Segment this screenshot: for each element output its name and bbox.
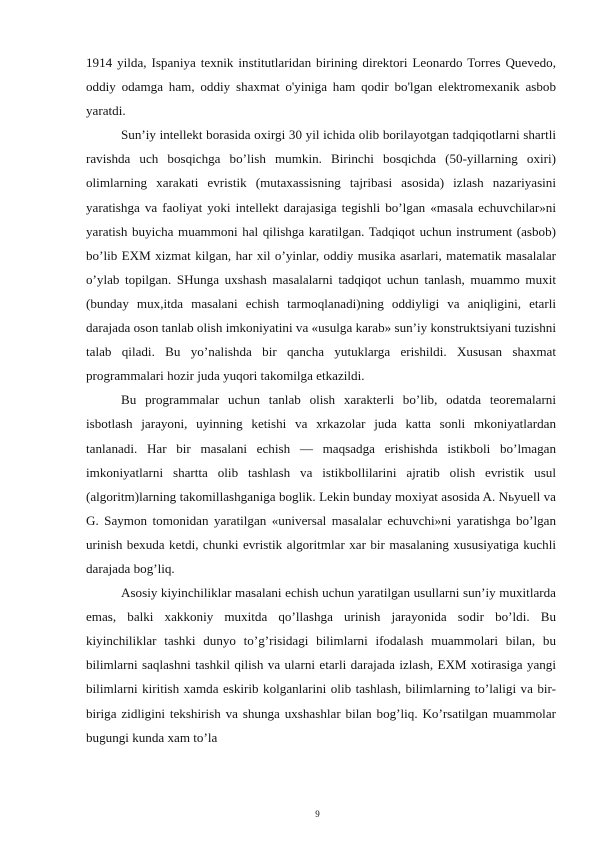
page-number: 9 — [315, 809, 320, 819]
paragraph-2: Sun’iy intellekt borasida oxirgi 30 yil ichida olib borilayotgan tadqiqotlarni shartli ravishda uch bosqichga bo’lish mumkin. Birinchi bosqichda (50-yillarning oxiri) olimlarning xarakati evristik (mutaxassisning tajribasi asosida) izlash nazariyasini yaratishga va faoliyat yoki intellekt darajasiga tegishli bo’lgan «masala echuvchilar»ni yaratish buyicha muammoni hal qilishga karatilgan. Tadqiqot uchun instrument (asbob) bo’lib EXM xizmat kilgan, har xil o’yinlar, oddiy musika asarlari, matematik masalalar o’ylab topilgan. SHunga uxshash masalalarni tadqiqot uchun tanlash, muammo muxit (bunday mux,itda masalani echish tarmoqlanadi)ning oddiyligi va aniqligini, etarli darajada oson tanlab olish imkoniyatini va «usulga karab» sun’iy konstruktsiyani tuzishni talab qiladi. Bu yo’nalishda bir qancha yutuklarga erishildi. Xususan shaxmat programmalari hozir juda yuqori takomilga etkazildi. — [86, 127, 556, 384]
paragraph-1: 1914 yilda, Ispaniya texnik institutlaridan birining direktori Leonardo Torres Quevedo, oddiy odamga ham, oddiy shaxmat o'yiniga ham qodir bo'lgan elektromexanik asbob yaratdi. — [86, 55, 556, 119]
body-text — [86, 51, 556, 750]
paragraph-3: Bu programmalar uchun tanlab olish xarakterli bo’lib, odatda teoremalarni isbotlash jarayoni, uyinning ketishi va xrkazolar juda katta sonli mkoniyatlardan tanlanadi. Har bir masalani echish — maqsadga erishishda istikboli bo’lmagan imkoniyatlarni shartta olib tashlash va istikbollilarini ajratib olish evristik usul (algoritm)larning takomillashganiga boglik. Lekin bunday moxiyat asosida A. Nьyuell va G. Saymon tomonidan yaratilgan «universal masalalar echuvchi»ni yaratishga bo’lgan urinish bexuda ketdi, chunki evristik algoritmlar xar bir masalaning xususiyatiga kuchli darajada bog’liq. — [86, 392, 556, 576]
paragraph-4: Asosiy kiyinchiliklar masalani echish uchun yaratilgan usullarni sun’iy muxitlarda emas, balki xakkoniy muxitda qo’llashga urinish jarayonida sodir bo’ldi. Bu kiyinchiliklar tashki dunyo to’g’risidagi bilimlarni ifodalash muammolari bilan, bu bilimlarni saqlashni tashkil qilish va ularni etarli darajada izlash, EXM xotirasiga yangi bilimlarni kiritish xamda eskirib kolganlarini olib tashlash, bilimlarning to’laligi va bir-biriga zidligini tekshirish va shunga uxshashlar bilan bog’liq. Ko’rsatilgan muammolar bugungi kunda xam to’la — [86, 585, 556, 745]
